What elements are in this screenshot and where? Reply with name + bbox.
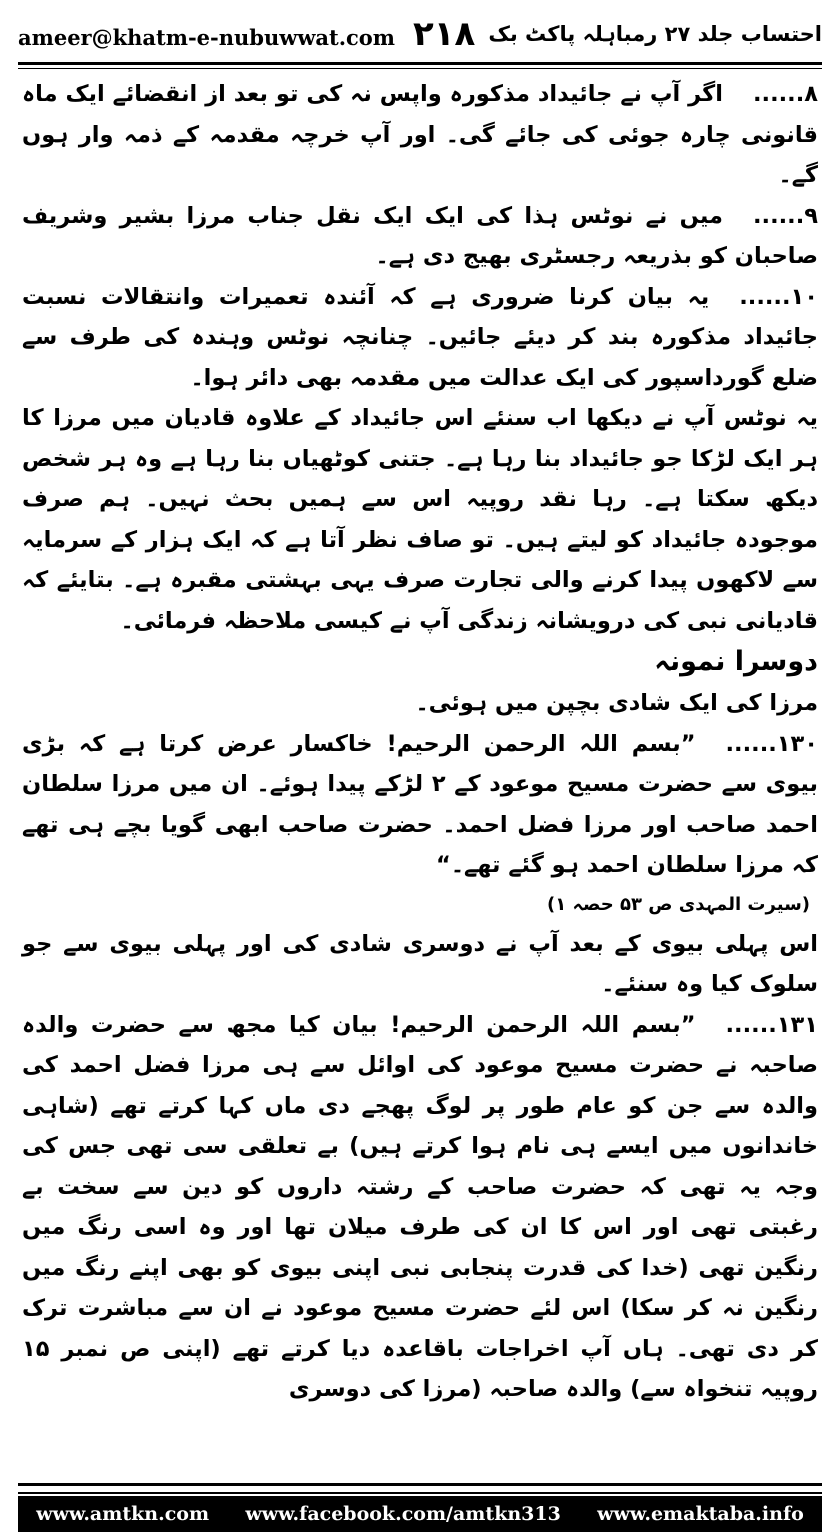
commentary-paragraph: یہ نوٹس آپ نے دیکھا اب سنئے اس جائیداد کے علاوہ قادیان میں مرزا کا ہر ایک لڑکا جو جائیداد بنا رہا ہے۔ جتنی کوٹھیاں بنا رہا ہے وہ ہر شخص دیکھ سکتا ہے۔ رہا نقد روپیہ اس سے ہمیں بحث نہیں۔ ہم صرف موجودہ جائیداد کو لیتے ہیں۔ تو صاف نظر آتا ہے کہ ایک ہزار کے سرمایہ سے لاکھوں پیدا کرنے والی تجارت صرف یہی بہشتی مقبرہ ہے۔ بتایئے کہ قادیانی نبی کی درویشانہ زندگی آپ نے کیسی ملاحظہ فرمائی۔ [22, 405, 818, 634]
marriage-paragraph: مرزا کی ایک شادی بچپن میں ہوئی۔ [415, 690, 818, 716]
paragraph-text: ”بسم اللہ الرحمن الرحیم! بیان کیا مجھ سے حضرت والدہ صاحبہ نے حضرت مسیح موعود کی اوائل سے ہی مرزا فضل احمد کی والدہ سے جن کو عام طور پر لوگ پھجے دی ماں کہا کرتے تھے (شاہی خاندانوں میں ایسے ہی نام ہوا کرتے ہیں) بے تعلقی سی تھی جس کی وجہ یہ تھی کہ حضرت صاحب کے رشتہ داروں کو دین سے سخت بے رغبتی تھی اور اس کا ان کی طرف میلان تھا اور وہ اسی رنگ میں رنگین تھی (خدا کی قدرت پنجابی نبی اپنی بیوی کو بھی اپنے رنگ میں رنگین نہ کر سکا) اس لئے حضرت مسیح موعود نے ان سے مباشرت ترک کر دی تھی۔ ہاں آپ اخراجات باقاعدہ دیا کرتے تھے (اپنی ص نمبر ۱۵ روپیہ تنخواہ سے) والدہ صاحبہ (مرزا کی دوسری [22, 1011, 818, 1402]
footer-link-emaktaba[interactable]: www.emaktaba.info [597, 1503, 804, 1525]
paragraph-number: ۱۳۰...... [725, 730, 818, 757]
header-email: ameer@khatm-e-nubuwwat.com [18, 25, 396, 50]
paragraph-10 [22, 277, 818, 399]
paragraph-number: ۸...... [752, 81, 818, 107]
running-head: احتساب جلد ۲۷ رمباہلہ پاکٹ بک [488, 22, 822, 46]
paragraph-number: ۱۰...... [739, 283, 818, 310]
paragraph-text: ”بسم اللہ الرحمن الرحیم! خاکسار عرض کرتا ہے کہ بڑی بیوی سے حضرت مسیح موعود کے ۲ لڑکے پیدا ہوئے۔ ان میں مرزا سلطان احمد صاحب اور مرزا فضل احمد۔ حضرت صاحب ابھی گویا بچے ہی تھے کہ مرزا سلطان احمد ہو گئے تھے۔“ [22, 730, 819, 878]
footer-rule [18, 1483, 822, 1486]
first-wife-paragraph: اس پہلی بیوی کے بعد آپ نے دوسری شادی کی اور پہلی بیوی سے جو سلوک کیا وہ سنئے۔ [22, 930, 818, 997]
paragraph-number: ۹...... [752, 202, 818, 229]
paragraph-130 [22, 724, 818, 886]
page-body [22, 74, 818, 1462]
header-rule [18, 62, 822, 69]
page-header [18, 8, 822, 60]
footer-rule-thin [18, 1492, 822, 1494]
paragraph-131 [22, 1005, 818, 1410]
section-heading: دوسرا نمونہ [654, 646, 818, 677]
header-left [18, 14, 475, 54]
page-footer [18, 1496, 822, 1532]
paragraph-text: اگر آپ نے جائیداد مذکورہ واپس نہ کی تو بعد از انقضائے ایک ماہ قانونی چارہ جوئی کی جائے گی۔ اور آپ خرچہ مقدمہ کے ذمہ وار ہوں گے۔ [22, 81, 818, 188]
page-number: ۲۱۸ [413, 14, 476, 54]
paragraph-text: یہ بیان کرنا ضروری ہے کہ آئندہ تعمیرات وانتقالات نسبت جائیداد مذکورہ بند کر دیئے جائیں۔ چنانچہ نوٹس وہندہ کی طرف سے ضلع گورداسپور کی ایک عدالت میں مقدمہ بھی دائر ہوا۔ [22, 283, 818, 391]
paragraph-text: میں نے نوٹس ہذا کی ایک ایک نقل جناب مرزا بشیر وشریف صاحبان کو بذریعہ رجسٹری بھیج دی ہے۔ [22, 202, 818, 269]
citation: (سیرت المہدی ص ۵۳ حصہ ۱) [546, 893, 810, 915]
paragraph-number: ۱۳۱...... [725, 1011, 818, 1038]
paragraph-9 [22, 196, 818, 277]
paragraph-8 [22, 74, 818, 196]
footer-link-facebook[interactable]: www.facebook.com/amtkn313 [245, 1503, 561, 1525]
footer-link-amtkn[interactable]: www.amtkn.com [36, 1503, 210, 1525]
